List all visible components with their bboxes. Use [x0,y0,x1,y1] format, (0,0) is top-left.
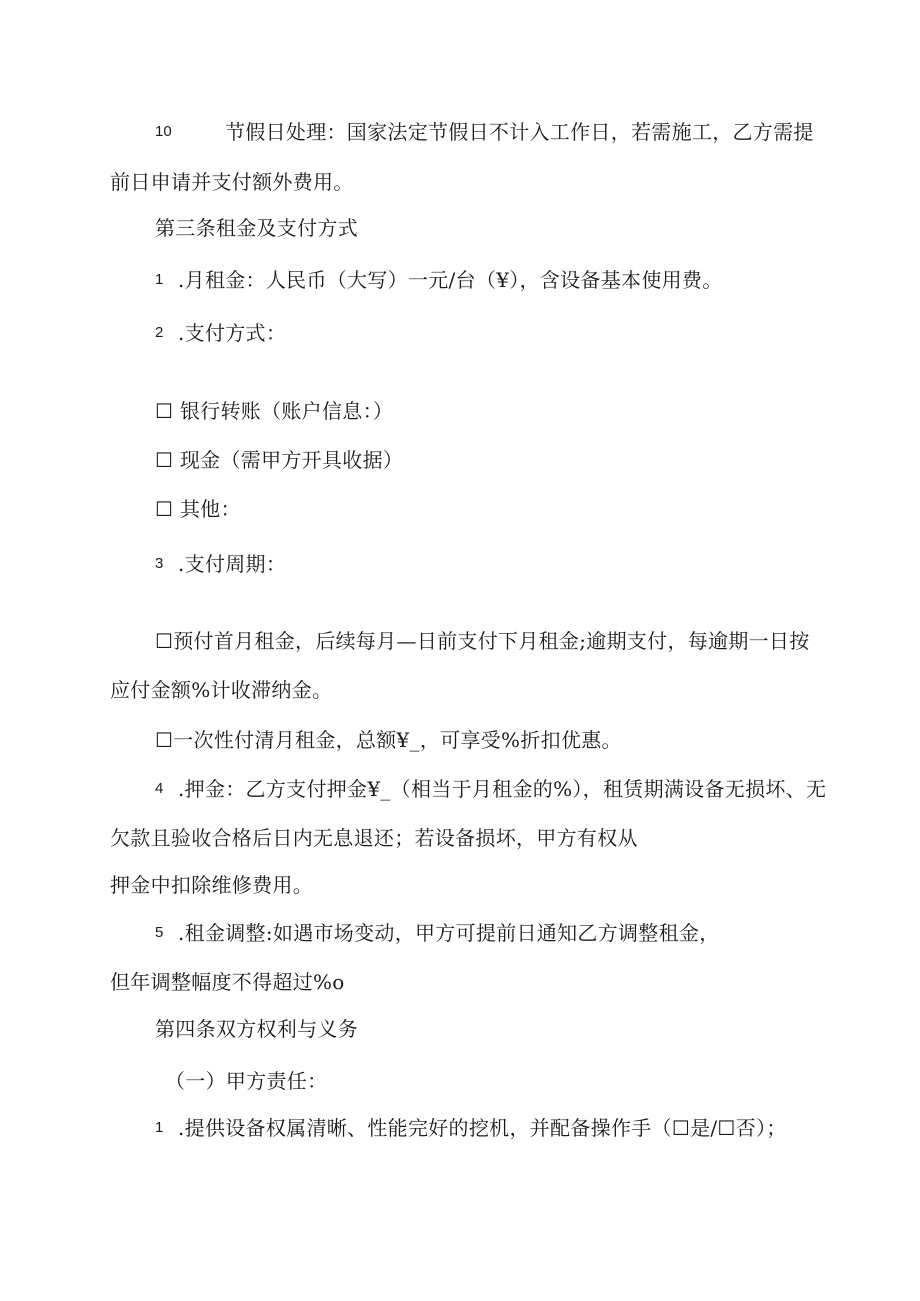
payment-method-line: .支付方式： [178,321,287,345]
deposit-line-3: 押金中扣除维修费用。 [110,873,313,897]
item-number: 1 [155,271,164,288]
option-monthly-prepay-line-2: 应付金额%计收滞纳金。 [110,678,333,702]
article-4-heading: 第四条双方权利与义务 [155,1017,358,1041]
party-a-duties-heading: （一）甲方责任： [165,1069,328,1093]
payment-cycle-line: .支付周期： [178,552,287,576]
item-number: 2 [155,324,164,341]
option-lump-sum: ☐一次性付清月租金，总额¥_，可享受%折扣优惠。 [155,728,622,752]
holiday-clause-line-2: 前日申请并支付额外费用。 [110,170,354,194]
article-3-heading: 第三条租金及支付方式 [155,216,358,240]
option-other: ☐ 其他： [155,497,241,521]
deposit-line-2: 欠款且验收合格后日内无息退还；若设备损坏，甲方有权从 [110,826,638,850]
option-bank-transfer: ☐ 银行转账（账户信息：） [155,399,394,423]
item-number: 3 [155,555,164,572]
item-number: 5 [155,924,164,941]
item-number: 10 [155,123,172,140]
rent-adjustment-line-2: 但年调整幅度不得超过%o [110,970,345,994]
monthly-rent-line: .月租金：人民币（大写）一元/台（¥），含设备基本使用费。 [178,268,723,292]
deposit-line-1: .押金：乙方支付押金¥_（相当于月租金的%），租赁期满设备无损坏、无 [178,777,827,801]
rent-adjustment-line-1: .租金调整:如遇市场变动，甲方可提前日通知乙方调整租金， [178,921,720,945]
item-number: 1 [155,1119,164,1136]
option-monthly-prepay-line-1: ☐预付首月租金，后续每月—日前支付下月租金;逾期支付，每逾期一日按 [155,629,810,653]
option-cash: ☐ 现金（需甲方开具收据） [155,448,404,472]
item-number: 4 [155,780,164,797]
party-a-duty-1: .提供设备权属清晰、性能完好的挖机，并配备操作手（☐是/☐否）； [178,1116,787,1140]
holiday-clause-line-1: 节假日处理：国家法定节假日不计入工作日，若需施工，乙方需提 [225,120,814,144]
